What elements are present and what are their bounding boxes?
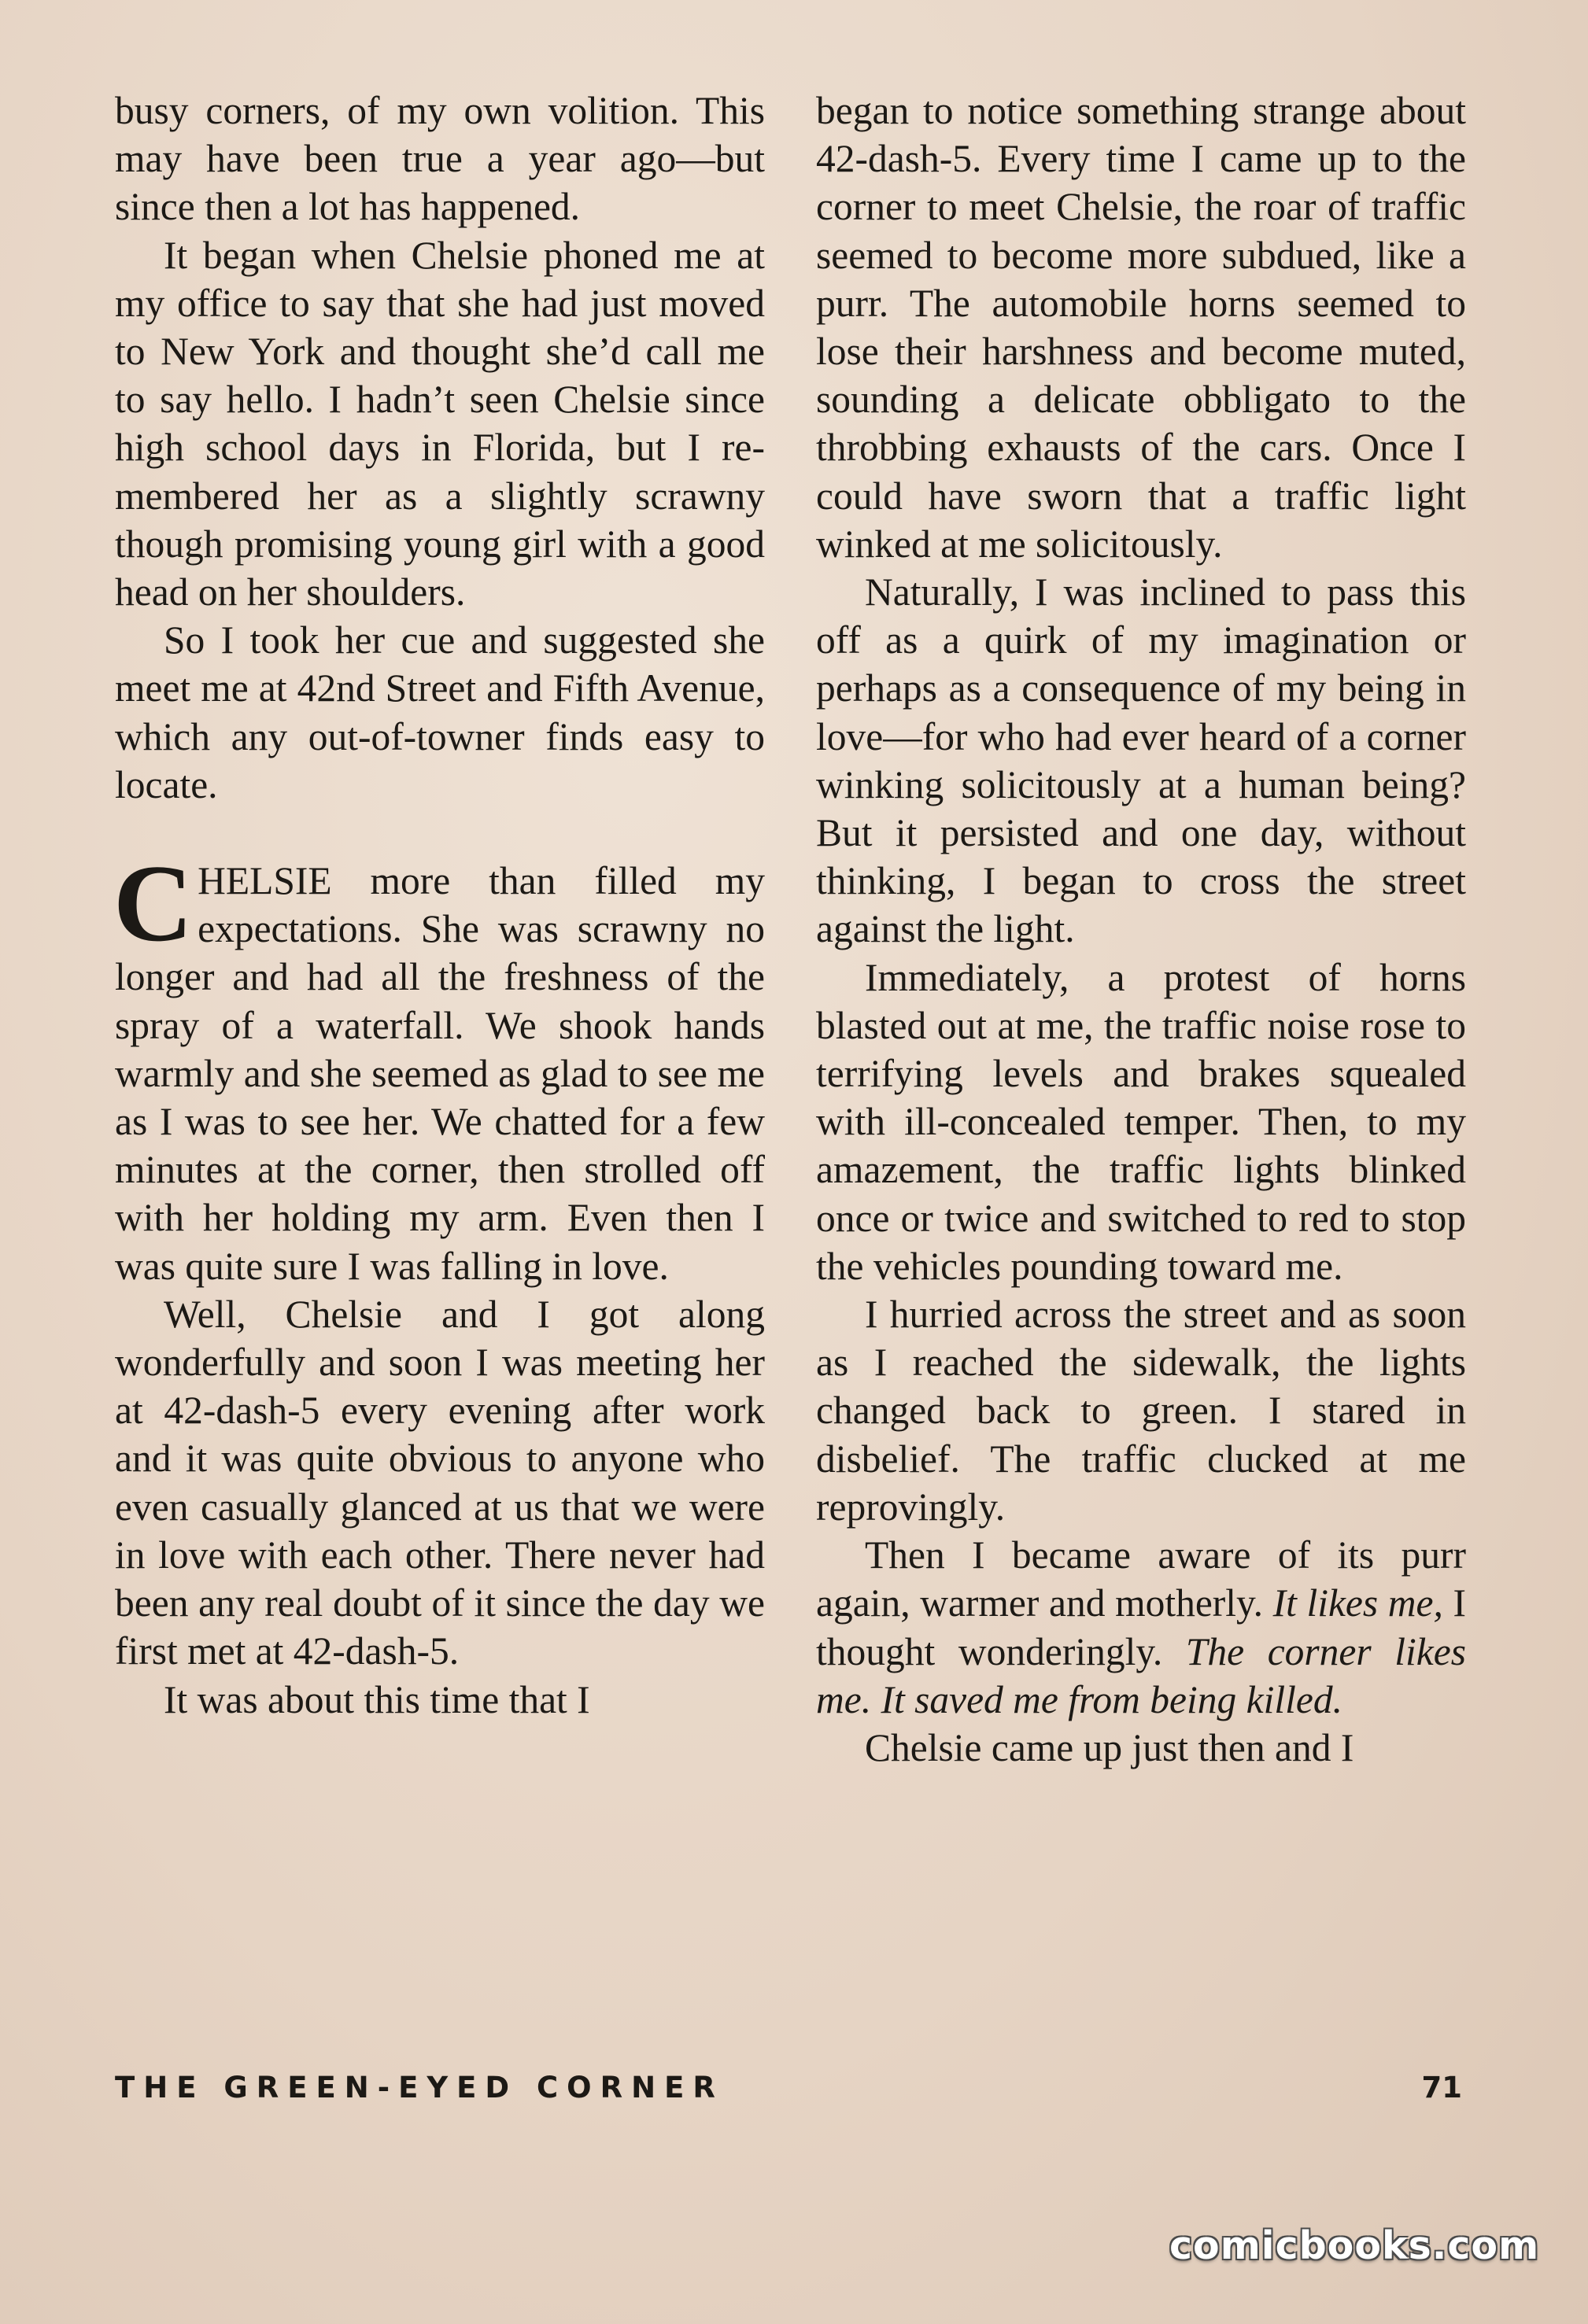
section-opening-paragraph: [113, 843, 765, 1290]
page-footer: [115, 2071, 1462, 2110]
drop-cap: C: [113, 843, 194, 965]
running-title: THE GREEN-EYED CORNER: [115, 2071, 724, 2105]
paragraph-text: more than filled my expectations. She was scrawny no longer and had all the freshness of the spray of a waterfall. We shook hands warmly and she seemed as glad to see me as I was to see her. We chatted for a few minutes at the corner, then strolled off with her holding my arm. Even then I was quite sure I was falling in love.: [115, 859, 765, 1288]
paragraph: Immediately, a protest of horns blasted out at me, the traffic noise rose to terrifying levels and brakes squealed with ill-concealed temper. Then, to my amazement, the traffic lights blinked once or twice and switched to red to stop the vehicles pounding toward me.: [816, 955, 1466, 1288]
paragraph: It began when Chelsie phoned me at my office to say that she had just moved to New York and thought she’d call me to say hello. I hadn’t seen Chelsie since high school days in Florida, but I remembered her as a slightly scrawny though promising young girl with a good head on her shoulders.: [115, 233, 765, 614]
paragraph: It was about this time that I: [164, 1677, 590, 1721]
italic-thought: The corner likes me. It saved me from being killed.: [816, 1629, 1466, 1721]
paragraph: Naturally, I was inclined to pass this off as a quirk of my imagination or perhaps as a consequence of my being in love—for who had ever heard of a corner winking solicitously at a human being? But it persisted and one day, without thinking, I began to cross the street against the light.: [816, 570, 1466, 951]
left-column: [115, 87, 765, 1724]
paragraph: busy corners, of my own volition. This may have been true a year ago—but since then a lot has happened.: [115, 89, 765, 229]
paragraph: Well, Chelsie and I got along wonderfully and soon I was meeting her at 42-dash-5 every evening after work and it was quite obvious to anyone who even casually glanced at us that we were in love with each other. There never had been any real doubt of it since the day we first met at 42-dash-5.: [115, 1292, 765, 1673]
site-watermark: comicbooks.com: [1169, 2223, 1540, 2268]
paragraph: So I took her cue and suggested she meet me at 42nd Street and Fifth Avenue, which any out-of-towner finds easy to locate.: [115, 618, 765, 806]
paragraph: I hurried across the street and as soon as I reached the sidewalk, the lights changed back to green. I stared in disbelief. The traffic clucked at me reprovingly.: [816, 1293, 1466, 1529]
paragraph-text: Then I became aware of its purr again, warmer and motherly.: [816, 1533, 1466, 1625]
right-column: [816, 87, 1466, 1772]
lead-in-word: HELSIE: [198, 859, 332, 903]
page-number: 71: [1421, 2071, 1462, 2105]
paragraph: began to notice something strange about 42-dash-5. Every time I came up to the corner to meet Chelsie, the roar of traffic seemed to become more subdued, like a purr. The automobile horns seemed to lose their harshness and become muted, sounding a delicate obbligato to the throbbing exhausts of the cars. Once I could have sworn that a traffic light winked at me solicitously.: [816, 89, 1466, 566]
paragraph: Chelsie came up just then and I: [865, 1725, 1354, 1769]
paragraph-text: I thought wonderingly.: [816, 1581, 1467, 1673]
italic-thought: It likes me,: [1272, 1581, 1443, 1625]
paragraph: [816, 1531, 1466, 1724]
